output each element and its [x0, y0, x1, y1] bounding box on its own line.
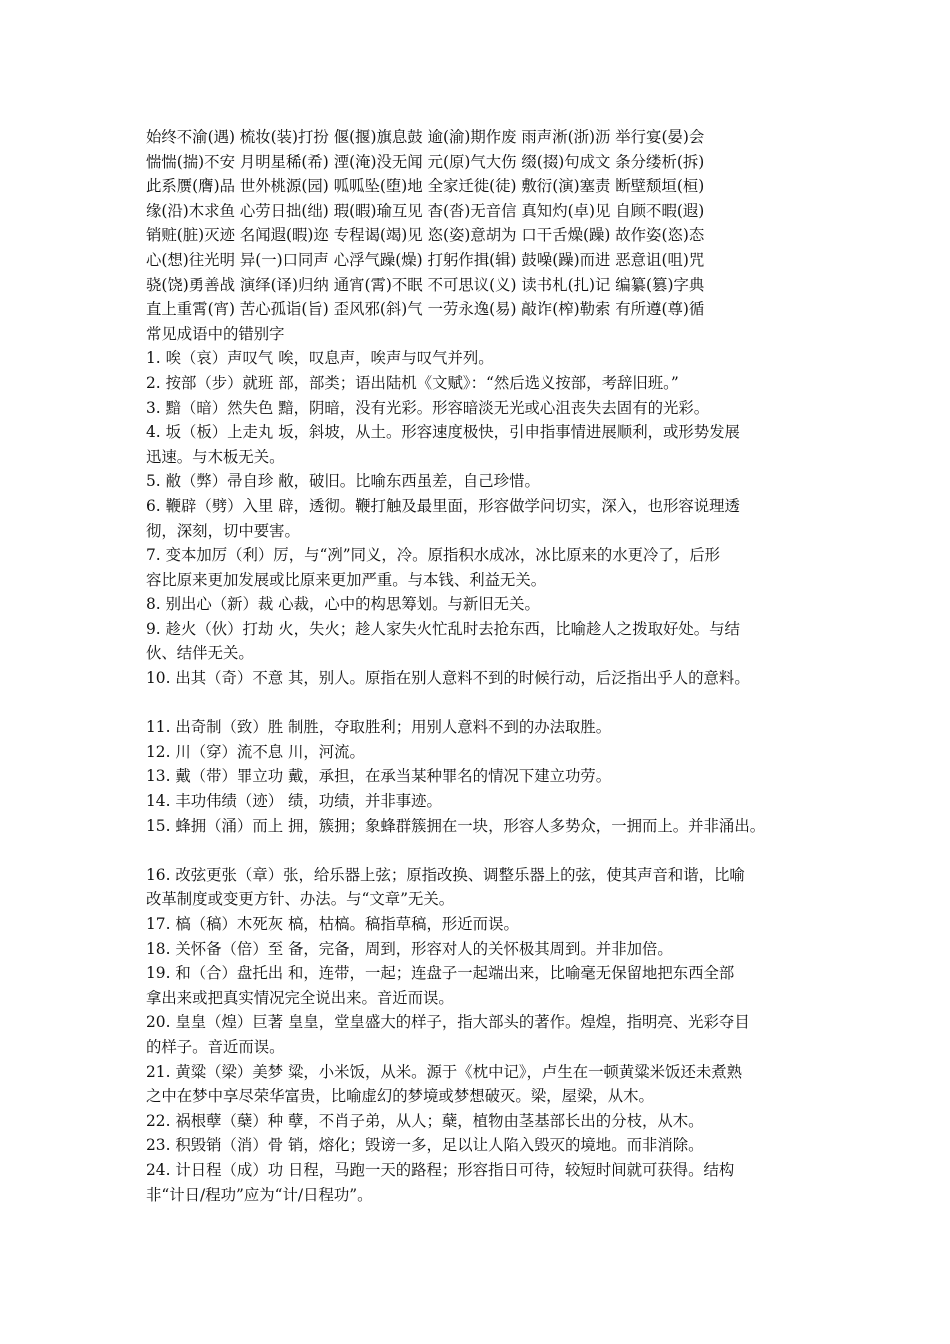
list-item-line: 23. 积毁销（消）骨 销，熔化；毁谤一多，足以让人陷入毁灭的境地。而非消除。: [146, 1136, 704, 1155]
list-item-line: 3. 黯（暗）然失色 黯，阴暗，没有光彩。形容暗淡无光或心沮丧失去固有的光彩。: [146, 398, 710, 417]
list-item: [146, 396, 836, 421]
list-item-line: 19. 和（合）盘托出 和，连带，一起；连盘子一起端出来，比喻毫无保留地把东西全部: [146, 964, 735, 983]
list-item-line: 1. 唉（哀）声叹气 唉，叹息声，唉声与叹气并列。: [146, 349, 494, 368]
list-item: [146, 592, 836, 617]
list-item: [146, 740, 836, 765]
entry-list: [146, 346, 836, 1207]
list-item: [146, 937, 836, 962]
list-item-line: 13. 戴（带）罪立功 戴，承担，在承当某种罪名的情况下建立功劳。: [146, 767, 612, 786]
list-item: [146, 1109, 836, 1134]
list-item-line: 非“计日/程功”应为“计/日程功”。: [146, 1185, 373, 1204]
list-item: [146, 346, 836, 371]
list-item-line: 伙、结伴无关。: [146, 644, 254, 663]
list-item-line: 24. 计日程（成）功 日程，马跑一天的路程；形容指日可待，较短时间就可获得。结构: [146, 1160, 735, 1179]
list-item-line: 4. 坂（板）上走丸 坂，斜坡，从土。形容速度极快，引申指事情进展顺利，或形势发展: [146, 423, 740, 442]
section-title: 常见成语中的错别字: [146, 324, 285, 343]
list-item-line: 12. 川（穿）流不息 川，河流。: [146, 742, 365, 761]
list-item: [146, 1010, 836, 1059]
list-item: [146, 814, 836, 839]
list-item: [146, 789, 836, 814]
idiom-line: 始终不渝(遇) 梳妆(装)打扮 偃(揠)旗息鼓 逾(渝)期作废 雨声淅(浙)沥 举行宴(晏)会: [146, 128, 705, 146]
list-item: [146, 617, 836, 666]
list-item: [146, 494, 836, 543]
list-item-line: 改革制度或变更方针、办法。与“文章”无关。: [146, 890, 455, 909]
list-item-line: 21. 黄粱（梁）美梦 粱，小米饭，从米。源于《枕中记》，卢生在一顿黄粱米饭还未煮熟: [146, 1062, 743, 1081]
list-item-line: 6. 鞭辟（劈）入里 辟，透彻。鞭打触及最里面，形容做学问切实，深入，也形容说理透: [146, 496, 740, 515]
idiom-line: 直上重霄(宵) 苦心孤诣(旨) 歪风邪(斜)气 一劳永逸(易) 敲诈(榨)勒索 有所遵(尊)循: [146, 300, 705, 319]
paragraph-gap: [146, 691, 836, 716]
list-item: [146, 715, 836, 740]
list-item-line: 15. 蜂拥（涌）而上 拥，簇拥；象蜂群簇拥在一块，形容人多势众，一拥而上。并非涌出。: [146, 816, 766, 835]
list-item-line: 之中在梦中享尽荣华富贵，比喻虚幻的梦境或梦想破灭。梁，屋梁，从木。: [146, 1087, 654, 1106]
list-item-line: 16. 改弦更张（章）张，给乐器上弦；原指改换、调整乐器上的弦，使其声音和谐，比喻: [146, 865, 745, 884]
list-item-line: 5. 敝（弊）帚自珍 敝，破旧。比喻东西虽差，自己珍惜。: [146, 472, 540, 491]
idiom-line: 骁(饶)勇善战 演绎(译)归纳 通宵(霄)不眠 不可思议(义) 读书札(扎)记 编纂(篡)字典: [146, 275, 705, 294]
list-item-line: 18. 关怀备（倍）至 备，完备，周到，形容对人的关怀极其周到。并非加倍。: [146, 939, 673, 958]
idiom-line: 缘(沿)木求鱼 心劳日拙(绌) 瑕(暇)瑜互见 杳(沓)无音信 真知灼(卓)见 自顾不暇(遐): [146, 201, 705, 220]
list-item: [146, 764, 836, 789]
idiom-list: [146, 125, 836, 322]
list-item-line: 22. 祸根孽（蘖）种 孽，不肖子弟，从人；蘖，植物由茎基部长出的分枝，从木。: [146, 1111, 704, 1130]
list-item: [146, 469, 836, 494]
list-item: [146, 1060, 836, 1109]
idiom-line: 心(想)往光明 异(一)口同声 心浮气躁(燥) 打躬作揖(辑) 鼓噪(躁)而进 恶意诅(咀)咒: [146, 250, 705, 269]
list-item: [146, 420, 836, 469]
list-item-line: 8. 别出心（新）裁 心裁，心中的构思筹划。与新旧无关。: [146, 595, 540, 614]
idiom-line: 销赃(脏)灭迹 名闻遐(暇)迩 专程谒(竭)见 恣(姿)意胡为 口干舌燥(躁) 故作姿(恣)态: [146, 226, 705, 245]
list-item-line: 拿出来或把真实情况完全说出来。音近而误。: [146, 988, 454, 1007]
list-item: [146, 371, 836, 396]
list-item-line: 7. 变本加厉（利）厉，与“冽”同义，冷。原指积水成冰，冰比原来的水更冷了，后形: [146, 546, 720, 565]
paragraph-gap: [146, 838, 836, 863]
list-item-line: 20. 皇皇（煌）巨著 皇皇，堂皇盛大的样子，指大部头的著作。煌煌，指明亮、光彩夺目: [146, 1013, 750, 1032]
list-item: [146, 912, 836, 937]
list-item: [146, 961, 836, 1010]
list-item-line: 彻，深刻，切中要害。: [146, 521, 300, 540]
list-item: [146, 1158, 836, 1207]
list-item-line: 9. 趁火（伙）打劫 火，失火；趁人家失火忙乱时去抢东西，比喻趁人之拨取好处。与结: [146, 619, 740, 638]
list-item-line: 的样子。音近而误。: [146, 1037, 285, 1056]
idiom-line: 此系赝(膺)品 世外桃源(园) 呱呱坠(堕)地 全家迁徙(徒) 敷衍(演)塞责 断壁颓垣(桓): [146, 177, 705, 196]
list-item-line: 11. 出奇制（致）胜 制胜，夺取胜利；用别人意料不到的办法取胜。: [146, 718, 612, 737]
list-item-line: 14. 丰功伟绩（迹） 绩，功绩，并非事迹。: [146, 792, 442, 811]
list-item: [146, 666, 836, 691]
list-item-line: 17. 槁（稿）木死灰 槁，枯槁。稿指草稿，形近而误。: [146, 915, 519, 933]
list-item-line: 2. 按部（步）就班 部，部类；语出陆机《文赋》：“然后选义按部，考辞旧班。”: [146, 373, 679, 392]
list-item-line: 迅速。与木板无关。: [146, 447, 285, 466]
idiom-line: 惴惴(揣)不安 月明星稀(希) 湮(淹)没无闻 元(原)气大伤 缀(掇)句成文 条分缕析(拆): [146, 152, 705, 171]
list-item: [146, 1133, 836, 1158]
list-item-line: 10. 出其（奇）不意 其，别人。原指在别人意料不到的时候行动，后泛指出乎人的意料。: [146, 669, 750, 688]
list-item: [146, 543, 836, 592]
list-item: [146, 863, 836, 912]
list-item-line: 容比原来更加发展或比原来更加严重。与本钱、利益无关。: [146, 570, 547, 589]
document-body: [146, 125, 836, 1207]
